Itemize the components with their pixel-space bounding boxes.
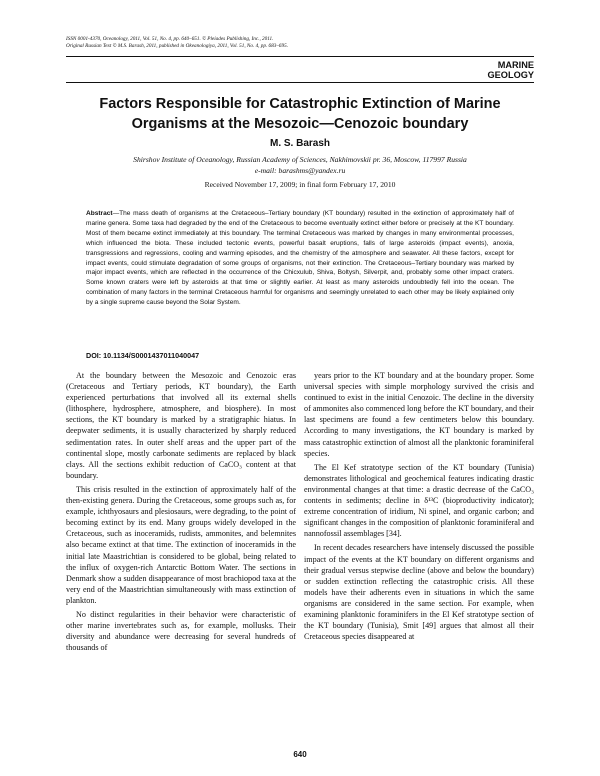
body-column-left <box>66 370 296 653</box>
body-paragraph: At the boundary between the Mesozoic and Cenozoic eras (Cretaceous and Tertiary periods, KT boundary), the Earth experienced perturbations that involved all its external shells (lithosphere, hydrosphere, atmosphere, and biosphere). In most sections, the KT boundary is marked by a stratigraphic hiatus. In deepwater sediments, it is usually characterized by sharply reduced sedimentation rates. In outer shelf areas and the upper part of the continental slope, mostly carbonate sediments are replaced by black clays. All the sections exhibit reduction of CaCO₃ content at that boundary. <box>66 371 296 480</box>
affiliation-address: Shirshov Institute of Oceanology, Russian Academy of Sciences, Nakhimovskii pr. 36, Moscow, 117997 Russia <box>133 155 467 164</box>
journal-header-line-1: ISSN 0001-4370, Oceanology, 2011, Vol. 51, No. 4, pp. 640–651. © Pleiades Publishing, Inc., 2011. <box>66 36 274 42</box>
body-paragraph: The El Kef stratotype section of the KT boundary (Tunisia) demonstrates lithological and geochemical features indicating drastic environmental changes at that time: a drastic decrease of the CaCO₃ contents in sediments; decline in δ¹³C (bioproductivity indicator); extreme concentration of iridium, Ni spinel, and organic carbon; and significant changes in the composition of planktonic foraminiferal and nannofossil assemblages [34]. <box>304 462 534 539</box>
body-paragraph: years prior to the KT boundary and at the boundary proper. Some universal species with simple morphology survived the crisis and continued to exist in the initial Cenozoic. The decline in the diversity of ammonites also commenced long before the KT boundary, and their last specimens are found a few centimeters below this boundary. According to many investigations, the KT boundary is marked by mass catastrophic extinction of almost all the planktonic foraminiferal species. <box>304 371 534 458</box>
body-paragraph: This crisis resulted in the extinction of approximately half of the then-existing genera. During the Cretaceous, some groups such as, for example, ichthyosaurs and plesiosaurs, were degrading, to the point of becoming extinct by its end. Many groups widely developed in the Cretaceous, such as inoceramids, rudists, ammonites, and belemnites also became extinct at that time. The extinction of inoceramids in the initial late Maastrichtian is considered to be global, being related to the influx of oxygen-rich Antarctic Bottom Water. The sections in Denmark show a sudden disappearance of most brachiopod taxa at the very end of the Maastrichtian simultaneously with mass extinction of plankton. <box>66 484 296 605</box>
journal-header <box>66 36 288 50</box>
body-paragraph: No distinct regularities in their behavior were characteristic of other marine invertebrates such as, for example, mollusks. Their diversity and abundance were decreasing for several hundreds of thousands of <box>66 609 296 653</box>
section-label <box>488 60 534 80</box>
abstract <box>86 209 514 308</box>
article-title-line-2: Organisms at the Mesozoic—Cenozoic boundary <box>131 116 469 132</box>
abstract-text: —The mass death of organisms at the Cretaceous–Tertiary boundary (KT boundary) resulted in the extinction of approximately half of marine genera. Some taxa had degraded by the end of the Cretaceous to become eventually extinct either before or precisely at the KT boundary. Most of them became extinct immediately at this boundary. The terminal Cretaceous was marked by changes in many environmental processes, which influenced the biota. These included tectonic events, powerful basalt eruptions, falls of large asteroids (impact events), anoxia, transgressions and regressions, cooling and warming episodes, and the chemistry of the atmosphere and seawater. All these factors, except for impact events, could stimulate degradation of some groups of organisms, not their extinction. The Cretaceous–Tertiary boundary was marked by major impact events, which are reflected in the occurrence of the Chicxulub, Shiva, Boltysh, Silverpit, and, probably some other impact craters. Some known craters were left by asteroids at that time or slightly earlier. At least as many asteroids undoubtedly fell into the ocean. The combination of many factors in the terminal Cretaceous harmful for organisms and seemingly unrelated to each other may be likely explained only by a single supreme cause beyond the Solar System. <box>86 210 514 307</box>
section-label-line-2: GEOLOGY <box>487 70 534 80</box>
section-label-line-1: MARINE <box>497 60 534 70</box>
body-column-right <box>304 370 534 642</box>
header-rule-top <box>66 56 534 57</box>
author-affiliation <box>66 155 534 176</box>
body-paragraph: In recent decades researchers have intensely discussed the possible impact of the events at the KT boundary on different organisms and their gradual versus stepwise decline (above and below the boundary) or sudden extinction reflecting the catastrophic crisis. All these models have their adherents even in situations in which the same organisms are considered in the same section. For example, when examining planktonic foraminifers in the El Kef stratotype section of the KT boundary (Tunisia), Smit [49] argues that almost all their Cretaceous species disappeared at <box>304 543 534 642</box>
author-name: M. S. Barash <box>269 138 331 149</box>
affiliation-email: e-mail: barashms@yandex.ru <box>254 165 346 175</box>
journal-header-line-2: Original Russian Text © M.S. Barash, 2011, published in Okeanologiya, 2011, Vol. 51, No. 4, pp. 683–695. <box>66 43 288 49</box>
article-title <box>66 94 534 134</box>
doi: DOI: 10.1134/S0001437011040047 <box>86 351 200 360</box>
article-title-line-1: Factors Responsible for Catastrophic Extinction of Marine <box>99 96 501 112</box>
received-dates: Received November 17, 2009; in final form February 17, 2010 <box>204 180 396 189</box>
abstract-lead: Abstract <box>86 210 113 217</box>
header-rule-bottom <box>66 82 534 83</box>
page-number: 640 <box>293 750 307 759</box>
